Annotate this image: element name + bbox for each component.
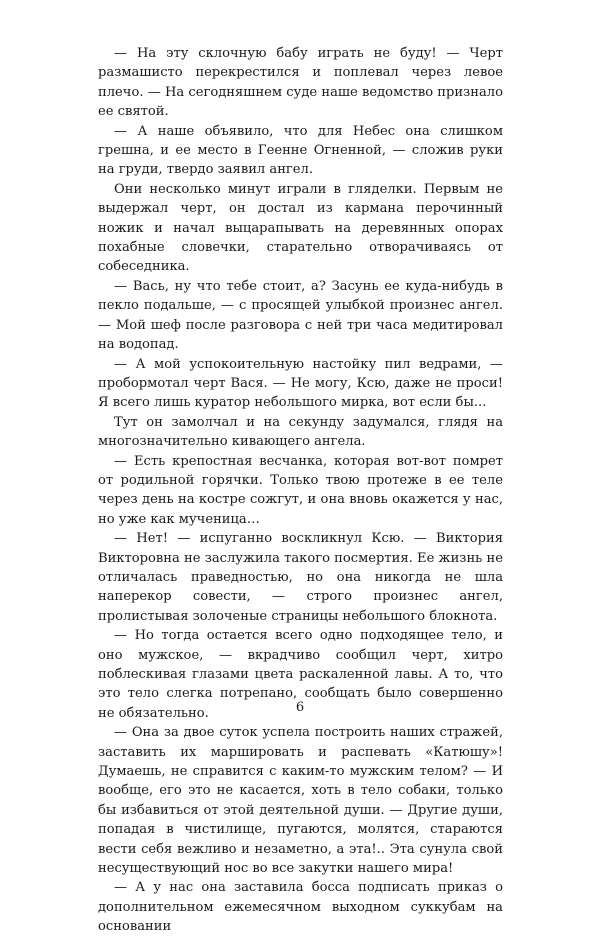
paragraph: Они несколько минут играли в гляделки. Первым не выдержал черт, он достал из кармана перочинный ножик и начал выцарапывать на деревянных опорах похабные словечки, старательно отворачиваясь от собеседника. [98,181,503,275]
paragraph: — А у нас она заставила босса подписать приказ о дополнительном ежемесячном выходном суккубам на основании [98,880,503,935]
paragraph: — На эту склочную бабу играть не буду! — Черт размашисто перекрестился и поплевал через левое плечо. — На сегодняшнем суде наше ведомство признало ее святой. [98,46,503,120]
page-body [98,44,503,937]
paragraph: — Но тогда остается всего одно подходящее тело, и оно мужское, — вкрадчиво сообщил черт, хитро поблескивая глазами цвета раскаленной лавы. А то, что это тело слегка потрепано, сообщать было совершенно не обязательно. [98,628,503,721]
paragraph: — Нет! — испуганно воскликнул Ксю. — Виктория Викторовна не заслужила такого посмертия. Ее жизнь не отличалась праведностью, но она никогда не шла наперекор совести, — строго произнес ангел, пролистывая золоченые страницы небольшого блокнота. [98,531,503,624]
page-number: 6 [295,700,305,715]
paragraph: — А мой успокоительную настойку пил ведрами, — пробормотал черт Вася. — Не могу, Ксю, даже не проси! Я всего лишь куратор небольшого мирка, вот если бы... [98,356,503,411]
paragraph: — Вась, ну что тебе стоит, а? Засунь ее куда-нибудь в пекло подальше, — с просящей улыбкой произнес ангел. — Мой шеф после разговора с ней три часа медитировал на водопад. [98,278,503,353]
paragraph: — А наше объявило, что для Небес она слишком грешна, и ее место в Геенне Огненной, — сложив руки на груди, твердо заявил ангел. [98,123,503,178]
paragraph: — Она за двое суток успела построить наших стражей, заставить их маршировать и распевать «Катюшу»! Думаешь, не справится с каким-то мужским телом? — И вообще, его это не касается, хоть в тело собаки, только бы избавиться от этой деятельной души. — Другие души, попадая в чистилище, пугаются, молятся, стараются вести себя вежливо и незаметно, а эта!.. Эта сунула свой несуществующий нос во все закутки нашего мира! [98,725,503,877]
paragraph: — Есть крепостная весчанка, которая вот-вот помрет от родильной горячки. Только твою протеже в ее теле через день на костре сожгут, и она вновь окажется у нас, но уже как мученица… [98,453,503,527]
paragraph: Тут он замолчал и на секунду задумался, глядя на многозначительно кивающего ангела. [98,414,503,450]
